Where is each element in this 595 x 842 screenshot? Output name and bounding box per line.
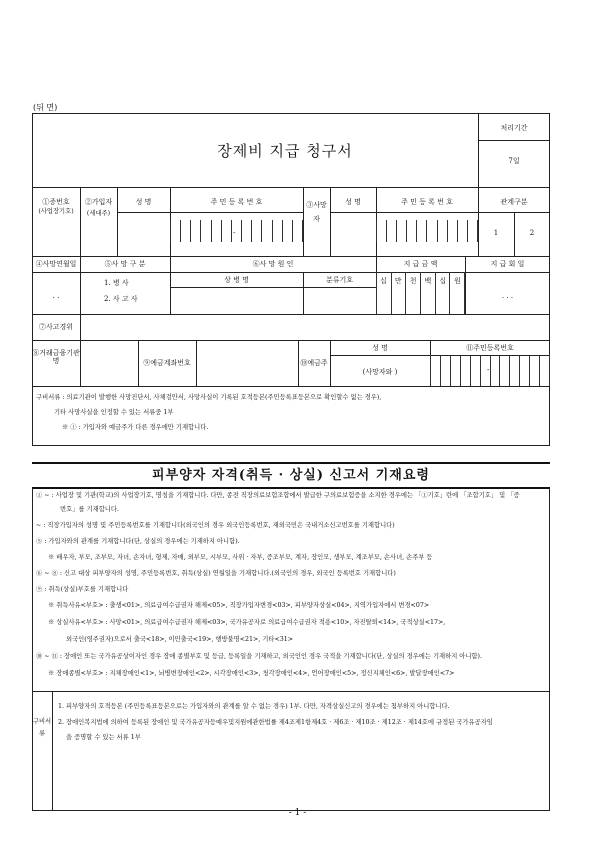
payment-count-label: 지 급 회 일	[490, 260, 525, 268]
payment-count-field[interactable]: · · ·	[501, 294, 514, 302]
depositor-label: ⑩예금주	[300, 359, 328, 367]
page-number: - 1 -	[288, 808, 307, 818]
amount-units: 십 만 천 백 십 원	[380, 277, 461, 285]
death-type-option-accident[interactable]: 2. 사 고 사	[104, 295, 138, 303]
subscriber-label: ②가입자	[84, 198, 113, 206]
deceased-name-label: 성 명	[345, 198, 361, 206]
guide-line: 번호」를 기재합니다.	[60, 506, 119, 513]
deceased-rrn-label: 주 민 등 록 번 호	[401, 198, 453, 206]
death-date-field[interactable]: · ·	[52, 294, 60, 302]
guide-line: 외국인(영주권자)으로서 출국<18>, 이민출국<19>, 행방불명<21>, 기타<31>	[66, 636, 294, 643]
deceased-label: ③사망자	[306, 201, 327, 223]
guide-line: ※ 배우자, 부모, 조부모, 자녀, 손자녀, 형제, 자매, 외부모, 시부모, 사위 · 자부, 증조부모, 계자, 장인모, 생부모, 계조부모, 손사녀, 손주부 등	[48, 554, 433, 561]
form-title: 장제비 지급 청구서	[217, 142, 353, 160]
depositor-name-label: 성 명	[372, 344, 388, 352]
processing-period-label: 처리기간	[500, 124, 528, 132]
required-docs-note-2: 기타 사망사실을 인정할 수 있는 서류중 1부	[54, 409, 174, 416]
required-doc-item: 을 증명할 수 있는 서류 1부	[66, 734, 141, 741]
depositor-note: ※ ⓛ : 가입자와 예금주가 다른 경우에만 기재합니다.	[62, 424, 209, 431]
payment-amount-label: 지 급 금 액	[403, 260, 438, 268]
form-side-label: (뒤 면)	[33, 103, 58, 112]
required-doc-item: 1. 피부양자의 호적등본 (주민등록표등본으로는 가입자와의 관계를 알 수 없는 경우) 1부. 다만, 자격상실신고의 경우에는 첨부하지 아니합니다.	[58, 703, 450, 710]
disease-name-label: 상 병 명	[224, 276, 249, 284]
death-date-label: ④사망연월일	[35, 260, 77, 268]
accident-circumstance-label: ⑦사고경위	[38, 323, 74, 331]
relation-option-1[interactable]: 1	[493, 229, 499, 237]
subscriber-rrn-boxes[interactable]	[170, 220, 303, 242]
account-number-label: ⑨예금계좌번호	[143, 359, 191, 367]
subscriber-name-label: 성 명	[135, 198, 152, 206]
relation-option-2[interactable]: 2	[529, 229, 535, 237]
guide-line: ① ~ : 사업장 및 기관(학교)의 사업장기호, 명칭을 기재합니다. 다만, 종전 직장의료보험조합에서 발급한 구의료보험증을 소지한 경우에는 「①기호」란에 「조합기호」 및 「증	[36, 492, 520, 499]
subscriber-rrn-label: 주 민 등 록 번 호	[210, 198, 263, 206]
guide-line: ⑤ : 가입자와의 관계를 기재합니다(단, 상실의 경우에는 기재하지 아니함).	[36, 538, 240, 545]
death-type-label: ⑤사 망 구 분	[104, 260, 146, 268]
card-number-label: ①증번호	[42, 198, 70, 206]
guide-line: ⑥ ~ ⑧ : 신고 대상 피부양자의 성명, 주민등록번호, 취득(상실) 연월일을 기재합니다.(외국인의 경우, 외국인 등록번호 기재합니다)	[36, 570, 396, 577]
guide-line: ※ 취득사유<부호> : 출생<01>, 의료급여수급권자 해제<05>, 직장가입자변경<03>, 피부양자상실<04>, 지역가입자에서 변경<07>	[48, 602, 430, 609]
depositor-relation[interactable]: (사망자와 )	[362, 368, 398, 376]
deceased-rrn-boxes[interactable]	[376, 220, 478, 242]
required-docs-label: 구비서류	[32, 718, 52, 737]
relation-type-label: 관계구분	[500, 198, 528, 206]
guide-line: ※ 상실사유<부호> : 사망<01>, 의료급여수급권자 해제<03>, 국가유공자로 의료급여수급권자 적용<10>, 자진탈퇴<14>, 국적상실<17>,	[48, 619, 446, 626]
guide-title: 피부양자 자격(취득 · 상실) 신고서 기재요령	[152, 468, 430, 483]
guide-line: ⑩ ~ ⑪ : 장애인 또는 국가유공상이자인 경우 장애 종별부호 및 등급, 등록일을 기재하고, 외국인인 경우 국적을 기재합니다(단, 상실의 경우에는 기재하지 아니함).	[36, 653, 482, 660]
bank-name-label: ⑧거래금융기관명	[32, 349, 80, 366]
processing-period-value: 7일	[508, 157, 520, 165]
household-head-label: (세대주)	[86, 210, 111, 217]
depositor-rrn-boxes[interactable]	[430, 355, 550, 386]
death-cause-label: ⑥사 망 원 인	[252, 260, 294, 268]
depositor-rrn-label: ⑪주민등록번호	[466, 344, 514, 352]
required-docs-note: 구비서류 : 의료기관이 발행한 사망진단서, 사체검안서, 사망사실이 기록된 호적등본(주민등록표등본으로 확인할수 없는 경우),	[36, 394, 382, 401]
classification-code-label: 분류기호	[325, 276, 354, 284]
guide-line: ~ : 직장가입자의 성명 및 주민등록번호를 기재합니다(외국인의 경우 외국인등록번호, 재외국민은 국내거소신고번호를 기재합니다)	[36, 522, 395, 529]
guide-line: ※ 장애종별<부호> : 지체장애인<1>, 뇌병변장애인<2>, 시각장애인<3>, 청각장애인<4>, 언어장애인<5>, 정신지체인<6>, 발달장애인<7>	[48, 670, 455, 677]
guide-line: ⑨ : 취득(상실)부호를 기재합니다	[36, 586, 129, 593]
workplace-code-label: (사업장기호)	[38, 208, 74, 215]
required-doc-item: 2. 장애인복지법에 의하여 등록된 장애인 및 국가유공자등예우및지원에관한법률 제4조제1항제4호 · 제6조 · 제10조 · 제12조 · 제14호에 규정된 국가유공자임	[58, 719, 493, 726]
death-type-option-disease[interactable]: 1. 병 사	[104, 279, 129, 287]
